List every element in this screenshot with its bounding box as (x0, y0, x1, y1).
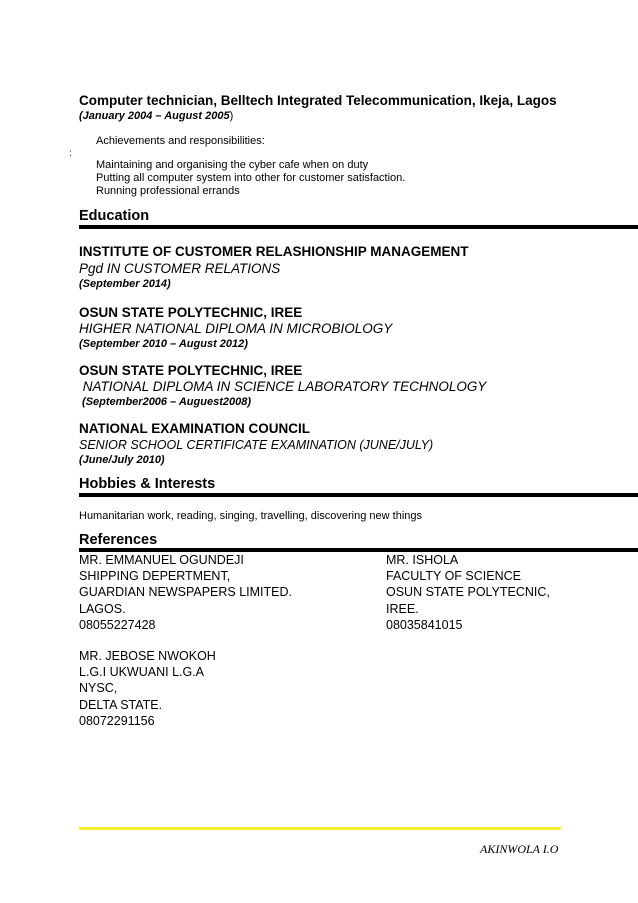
job-dates-close: ) (229, 110, 234, 122)
education-dates: (September2006 – Auguest2008) (79, 396, 251, 408)
reference-line: LAGOS. (79, 601, 126, 616)
job-dates (79, 110, 233, 122)
responsibility-item: Maintaining and organising the cyber cafe when on duty (96, 159, 369, 171)
education-course: HIGHER NATIONAL DIPLOMA IN MICROBIOLOGY (79, 321, 393, 336)
reference-line: IREE. (386, 601, 419, 616)
reference-block (79, 648, 216, 729)
education-dates: (September 2014) (79, 278, 171, 290)
references-heading: References (79, 532, 158, 548)
education-divider (79, 225, 638, 229)
reference-block (386, 552, 550, 633)
education-dates: (September 2010 – August 2012) (79, 338, 248, 350)
reference-line: 08055227428 (79, 617, 156, 632)
education-institution: OSUN STATE POLYTECHNIC, IREE (79, 305, 303, 320)
reference-line: NYSC, (79, 681, 118, 696)
education-dates: (June/July 2010) (79, 454, 165, 466)
education-institution: NATIONAL EXAMINATION COUNCIL (79, 421, 310, 436)
reference-line: GUARDIAN NEWSPAPERS LIMITED. (79, 585, 292, 600)
reference-line: MR. ISHOLA (386, 553, 459, 567)
education-course: SENIOR SCHOOL CERTIFICATE EXAMINATION (JUNE/JULY) (79, 438, 434, 452)
reference-line: MR. JEBOSE NWOKOH (79, 649, 216, 663)
reference-line: OSUN STATE POLYTECNIC, (386, 585, 550, 600)
achievements-label: Achievements and responsibilities: (96, 135, 265, 147)
job-dates-range: (January 2004 – August 2005 (79, 110, 230, 122)
reference-line: 08035841015 (386, 617, 463, 632)
education-heading: Education (79, 208, 150, 224)
hobbies-text: Humanitarian work, reading, singing, travelling, discovering new things (79, 510, 423, 522)
hobbies-divider (79, 493, 638, 497)
education-institution: INSTITUTE OF CUSTOMER RELASHIONSHIP MANAGEMENT (79, 244, 469, 259)
footer-author-name: AKINWOLA I.O (480, 842, 559, 856)
education-course: NATIONAL DIPLOMA IN SCIENCE LABORATORY TECHNOLOGY (79, 379, 487, 394)
footer-divider (79, 827, 561, 830)
reference-line: MR. EMMANUEL OGUNDEJI (79, 553, 244, 567)
reference-line: FACULTY OF SCIENCE (386, 569, 521, 584)
stray-colon: : (69, 148, 72, 159)
reference-line: L.G.I UKWUANI L.G.A (79, 665, 205, 680)
responsibility-item: Running professional errands (96, 185, 240, 197)
reference-line: 08072291156 (79, 713, 155, 728)
job-title: Computer technician, Belltech Integrated Telecommunication, Ikeja, Lagos (79, 93, 557, 108)
reference-block (79, 552, 292, 633)
responsibility-item: Putting all computer system into other for customer satisfaction. (96, 172, 406, 184)
education-course: Pgd IN CUSTOMER RELATIONS (79, 261, 281, 276)
education-institution: OSUN STATE POLYTECHNIC, IREE (79, 363, 303, 378)
reference-line: DELTA STATE. (79, 697, 163, 712)
reference-line: SHIPPING DEPERTMENT, (79, 569, 231, 584)
hobbies-heading: Hobbies & Interests (79, 476, 216, 492)
